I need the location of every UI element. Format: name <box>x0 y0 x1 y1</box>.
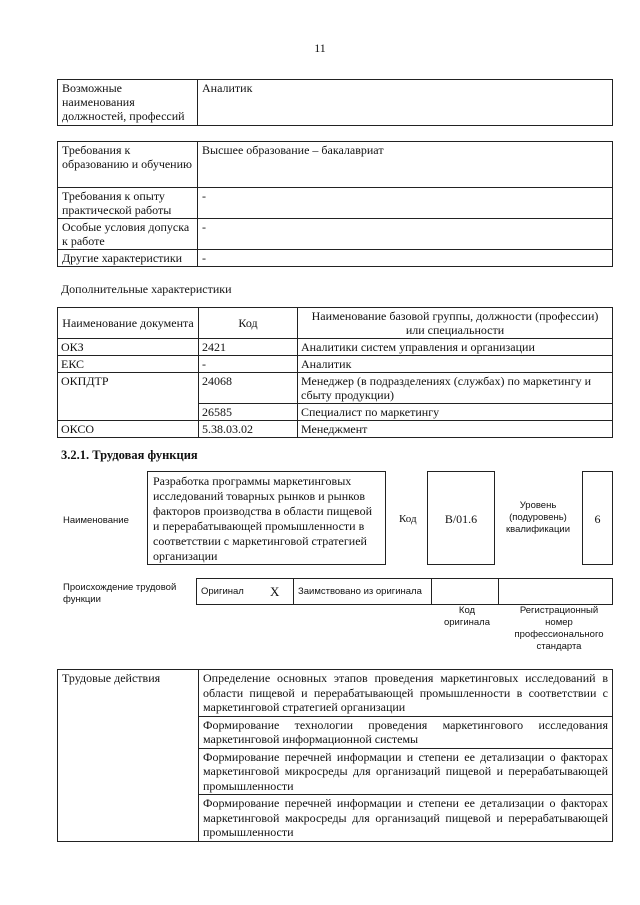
header-code: Код <box>199 308 298 339</box>
table-row <box>58 219 613 250</box>
header-name: Наименование базовой группы, должности (профессии) или специальности <box>298 308 613 339</box>
requirement-value: Высшее образование – бакалавриат <box>198 142 613 188</box>
table-header <box>58 308 613 339</box>
cell-name: Специалист по маркетингу <box>298 404 613 421</box>
additional-title: Дополнительные характеристики <box>61 282 232 296</box>
cell-doc: ОКСО <box>58 421 199 438</box>
actions-table <box>57 669 613 842</box>
positions-table <box>57 79 613 126</box>
table-row <box>58 339 613 356</box>
requirement-value: - <box>198 219 613 250</box>
cell-code: 2421 <box>199 339 298 356</box>
origin-table <box>196 578 613 605</box>
function-level-value: 6 <box>582 471 613 565</box>
requirement-value: - <box>198 250 613 267</box>
origin-code-cell <box>432 579 499 605</box>
cell-name: Аналитики систем управления и организации <box>298 339 613 356</box>
table-row <box>58 188 613 219</box>
action-item: Формирование перечней информации и степени ее детализации о факторах маркетинговой микросреды для организаций пищевой и перерабатывающей промышленности <box>199 748 613 795</box>
cell-code: 26585 <box>199 404 298 421</box>
origin-borrowed-label: Заимствовано из оригинала <box>294 579 432 605</box>
cell-doc: ЕКС <box>58 356 199 373</box>
header-doc: Наименование документа <box>58 308 199 339</box>
table-row <box>58 373 613 404</box>
positions-label: Возможные наименования должностей, профессий <box>58 80 198 126</box>
cell-code: - <box>199 356 298 373</box>
table-row <box>58 142 613 188</box>
origin-reg-caption: Регистрационный номер профессионального стандарта <box>514 605 604 652</box>
cell-name: Менеджмент <box>298 421 613 438</box>
function-code-label: Код <box>399 513 417 525</box>
origin-original-label: Оригинал <box>197 579 257 605</box>
requirement-label: Требования к опыту практической работы <box>58 188 198 219</box>
requirements-table <box>57 141 613 267</box>
origin-label: Происхождение трудовой функции <box>63 582 177 605</box>
cell-code: 5.38.03.02 <box>199 421 298 438</box>
action-item: Формирование технологии проведения маркетингового исследования маркетинговой информационной системы <box>199 716 613 748</box>
action-item: Определение основных этапов проведения маркетинговых исследований в области пищевой и перерабатывающей промышленности в соответствии с маркетинговой стратегией организации <box>199 670 613 717</box>
table-row <box>58 356 613 373</box>
origin-code-caption: Код оригинала <box>443 605 490 628</box>
requirement-value: - <box>198 188 613 219</box>
origin-original-mark: X <box>257 579 294 605</box>
positions-value: Аналитик <box>198 80 613 126</box>
table-row <box>58 421 613 438</box>
function-heading: 3.2.1. Трудовая функция <box>61 448 198 462</box>
cell-code: 24068 <box>199 373 298 404</box>
actions-label: Трудовые действия <box>58 670 199 842</box>
table-row <box>58 670 613 717</box>
function-code-value: B/01.6 <box>427 471 495 565</box>
origin-reg-cell <box>499 579 613 605</box>
page-number: 11 <box>314 41 326 55</box>
table-row <box>58 250 613 267</box>
cell-name: Аналитик <box>298 356 613 373</box>
requirement-label: Особые условия допуска к работе <box>58 219 198 250</box>
requirement-label: Другие характеристики <box>58 250 198 267</box>
function-name-label: Наименование <box>63 515 129 526</box>
cell-name: Менеджер (в подразделениях (службах) по маркетингу и сбыту продукции) <box>298 373 613 404</box>
cell-doc: ОКПДТР <box>58 373 199 421</box>
additional-table <box>57 307 613 438</box>
function-level-label: Уровень (подуровень) квалификации <box>505 500 571 535</box>
cell-doc: ОКЗ <box>58 339 199 356</box>
function-name-value: Разработка программы маркетинговых исследований товарных рынков и рынков факторов производства в области пищевой и перерабатывающей промышленности в соответствии с маркетинговой стратегией организации <box>147 471 386 565</box>
action-item: Формирование перечней информации и степени ее детализации о факторах маркетинговой макросреды для организаций пищевой и перерабатывающей промышленности <box>199 795 613 842</box>
requirement-label: Требования к образованию и обучению <box>58 142 198 188</box>
